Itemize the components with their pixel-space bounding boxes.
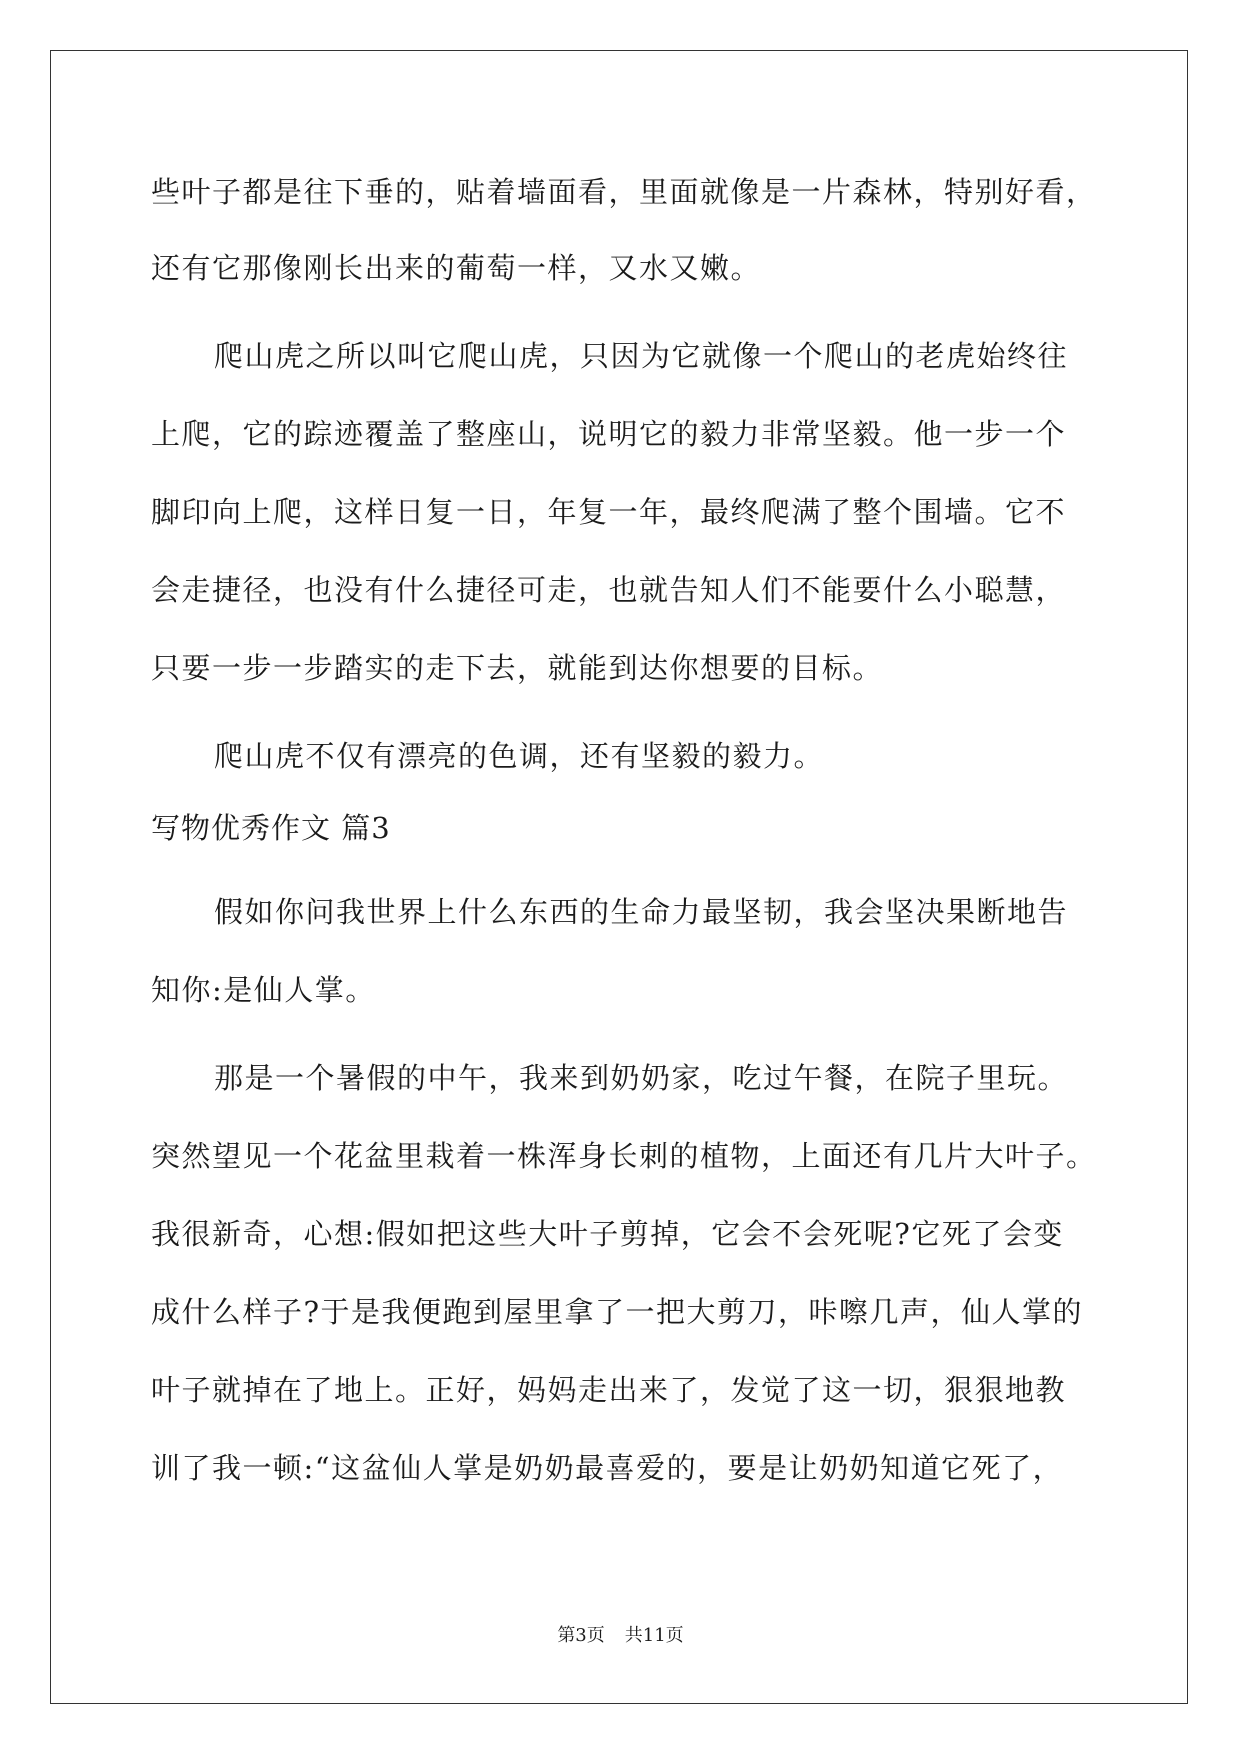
text-line: 会走捷径，也没有什么捷径可走，也就告知人们不能要什么小聪慧，	[151, 573, 1067, 607]
text-line: 脚印向上爬，这样日复一日，年复一年，最终爬满了整个围墙。它不	[151, 495, 1067, 529]
text-line: 还有它那像刚长出来的葡萄一样，又水又嫩。	[151, 251, 762, 285]
text-line: 爬山虎不仅有漂亮的色调，还有坚毅的毅力。	[214, 739, 825, 773]
text-line: 我很新奇，心想:假如把这些大叶子剪掉，它会不会死呢?它死了会变	[151, 1217, 1064, 1251]
page-number: 第3页	[557, 1625, 605, 1646]
text-line: 训了我一顿:“这盆仙人掌是奶奶最喜爱的，要是让奶奶知道它死了，	[151, 1451, 1064, 1485]
text-line: 成什么样子?于是我便跑到屋里拿了一把大剪刀，咔嚓几声，仙人掌的	[151, 1295, 1084, 1329]
section-heading: 写物优秀作文 篇3	[151, 811, 391, 845]
text-line: 知你:是仙人掌。	[151, 973, 376, 1007]
page-total: 共11页	[624, 1625, 684, 1646]
text-line: 爬山虎之所以叫它爬山虎，只因为它就像一个爬山的老虎始终往	[214, 339, 1069, 373]
page-footer	[0, 1624, 1241, 1648]
text-line: 突然望见一个花盆里栽着一株浑身长刺的植物，上面还有几片大叶子。	[151, 1139, 1097, 1173]
text-line: 些叶子都是往下垂的，贴着墙面看，里面就像是一片森林，特别好看，	[151, 175, 1097, 209]
text-line: 那是一个暑假的中午，我来到奶奶家，吃过午餐，在院子里玩。	[214, 1061, 1069, 1095]
text-line: 只要一步一步踏实的走下去，就能到达你想要的目标。	[151, 651, 884, 685]
text-line: 上爬，它的踪迹覆盖了整座山，说明它的毅力非常坚毅。他一步一个	[151, 417, 1067, 451]
text-line: 叶子就掉在了地上。正好，妈妈走出来了，发觉了这一切，狠狠地教	[151, 1373, 1067, 1407]
text-line: 假如你问我世界上什么东西的生命力最坚韧，我会坚决果断地告	[214, 895, 1069, 929]
